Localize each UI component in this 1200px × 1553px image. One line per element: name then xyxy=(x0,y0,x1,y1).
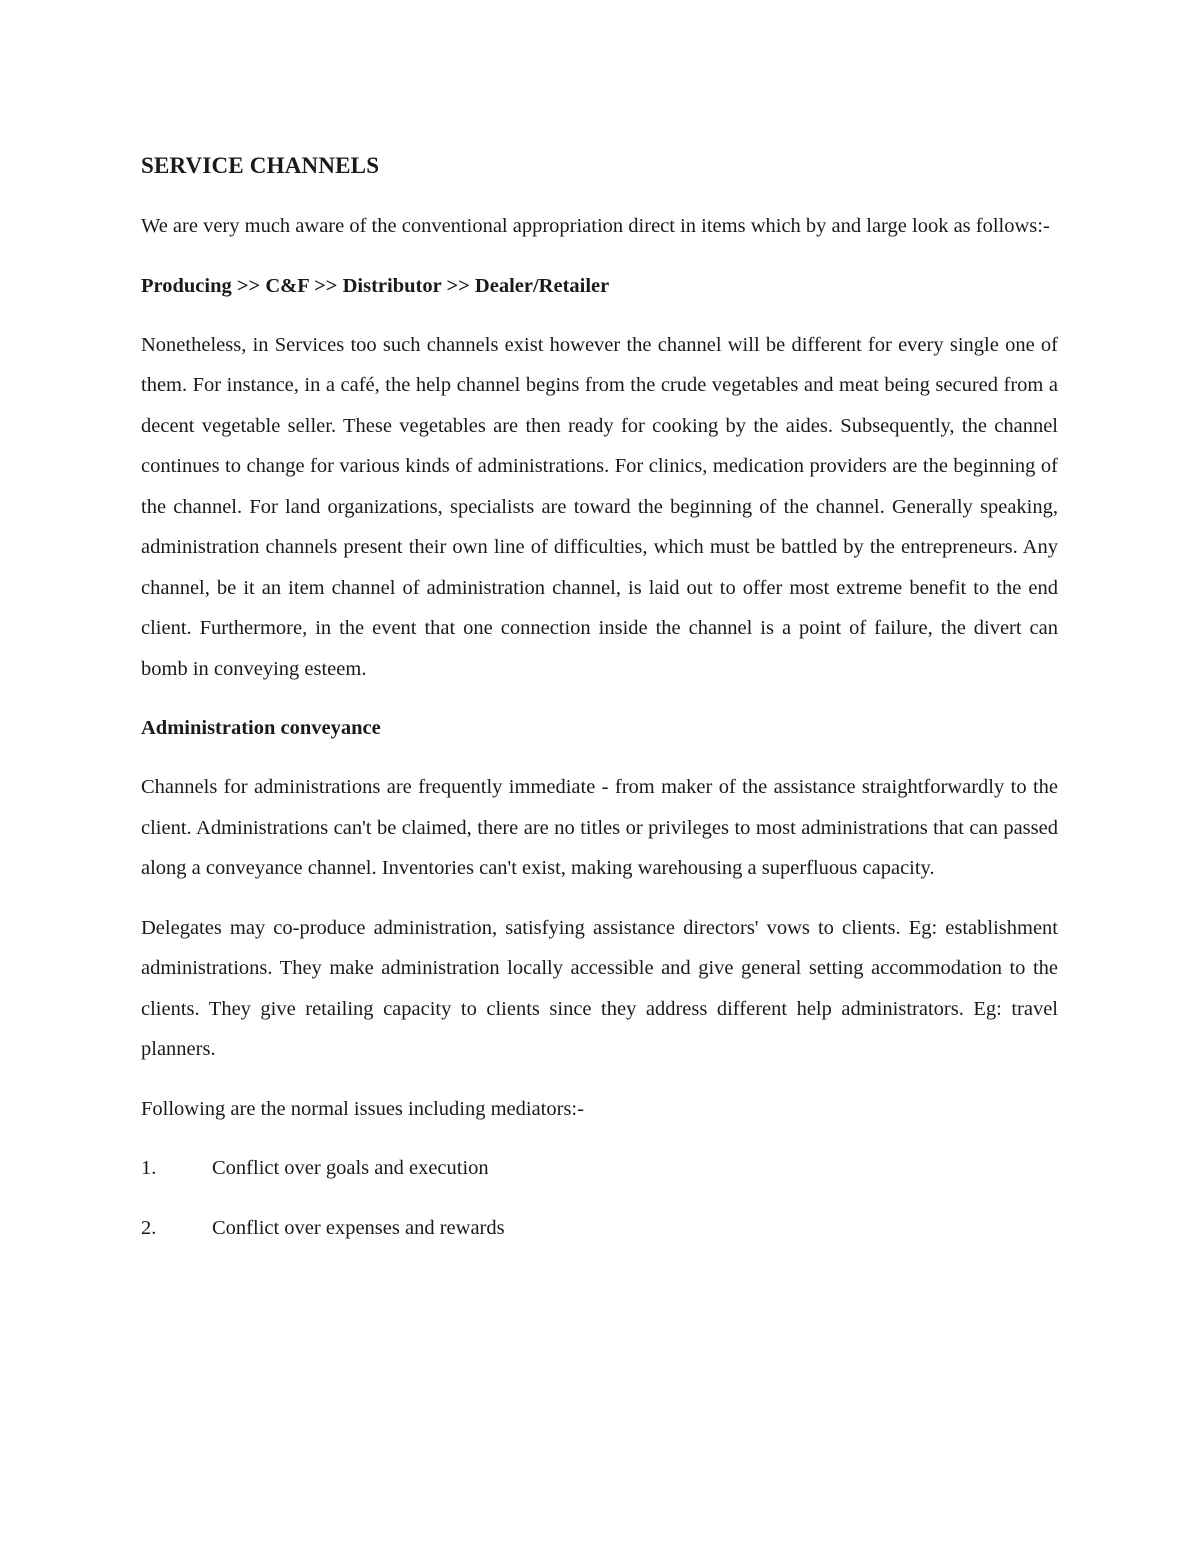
document-page xyxy=(141,148,1058,1268)
list-item-text: Conflict over goals and execution xyxy=(212,1157,489,1179)
list-intro: Following are the normal issues including mediators:- xyxy=(141,1097,584,1120)
intro-paragraph: We are very much aware of the conventional appropriation direct in items which by and large look as follows:- xyxy=(141,215,1050,237)
list-item-number: 2. xyxy=(141,1217,157,1239)
section-heading: Administration conveyance xyxy=(141,717,381,739)
channels-paragraph: Channels for administrations are frequently immediate - from maker of the assistance straightforwardly to the client. Administrations can't be claimed, there are no titles or privileges to most administrations that can passed along a conveyance channel. Inventories can't exist, making warehousing a superfluous capacity. xyxy=(141,776,1058,879)
services-paragraph: Nonetheless, in Services too such channels exist however the channel will be different for every single one of them. For instance, in a café, the help channel begins from the crude vegetables and meat being secured from a decent vegetable seller. These vegetables are then ready for cooking by the aides. Subsequently, the channel continues to change for various kinds of administrations. For clinics, medication providers are the beginning of the channel. For land organizations, specialists are toward the beginning of the channel. Generally speaking, administration channels present their own line of difficulties, which must be battled by the entrepreneurs. Any channel, be it an item channel of administration channel, is laid out to offer most extreme benefit to the end client. Furthermore, in the event that one connection inside the channel is a point of failure, the divert can bomb in conveying esteem. xyxy=(141,333,1058,680)
document-title: SERVICE CHANNELS xyxy=(141,153,380,178)
list-item-number: 1. xyxy=(141,1157,157,1179)
list-item xyxy=(141,1148,1058,1188)
list-item-text: Conflict over expenses and rewards xyxy=(212,1217,505,1239)
list-item xyxy=(141,1208,1058,1248)
channel-chain: Producing >> C&F >> Distributor >> Dealer/Retailer xyxy=(141,274,610,297)
delegates-paragraph: Delegates may co-produce administration, satisfying assistance directors' vows to clients. Eg: establishment administrations. They make administration locally accessible and give general setting accommodation to the clients. They give retailing capacity to clients since they address different help administrators. Eg: travel planners. xyxy=(141,916,1058,1060)
